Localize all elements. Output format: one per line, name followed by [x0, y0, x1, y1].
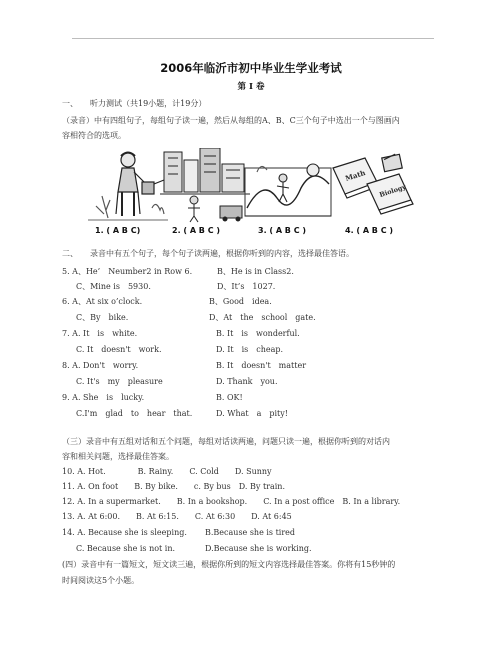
section2-heading: 二、 录音中有五个句子，每个句子读两遍，根据你听到的内容，选择最佳答语。: [62, 249, 354, 258]
picture-2-caption: 2. ( A B C ): [172, 226, 221, 235]
q9-option-a: 9. A. She is lucky.: [62, 393, 145, 402]
q9-option-b: B. OK!: [216, 393, 243, 402]
q7-option-b: B. It is wonderful.: [216, 329, 300, 338]
q6-option-c: C、By bike.: [76, 313, 129, 322]
biology-book-label: Biology: [378, 182, 408, 200]
q6-option-d: D、At the school gate.: [209, 313, 316, 322]
q7-option-d: D. It is cheap.: [216, 345, 284, 354]
q9-option-c: C.I'm glad to hear that.: [76, 409, 193, 418]
q14-option-c: C. Because she is not in.: [76, 544, 176, 553]
section1-heading: 一、 听力测试（共19小题，计19分）: [62, 99, 207, 108]
q6-option-b: B、Good idea.: [209, 297, 272, 306]
q5-option-d: D、It’s 1027.: [217, 282, 276, 291]
picture-4-books: [325, 148, 415, 224]
q14-option-a: 14. A. Because she is sleeping.: [62, 528, 187, 537]
header-rule: [72, 38, 434, 39]
q5-option-c: C、Mine is 5930.: [76, 282, 151, 291]
q11-options: 11. A. On foot B. By bike. c. By bus D. By train.: [62, 482, 286, 491]
q7-option-c: C. It doesn't work.: [76, 345, 162, 354]
exam-title: 2006年临沂市初中毕业生学业考试: [160, 61, 342, 75]
q5-option-b: B、He is in Class2.: [217, 267, 294, 276]
q14-option-b: B.Because she is tired: [205, 528, 296, 537]
q6-option-a: 6. A、At six o’clock.: [62, 297, 143, 306]
picture-1-caption: 1. ( A B C): [95, 226, 141, 235]
q9-option-d: D. What a pity!: [216, 409, 288, 418]
q7-option-a: 7. A. It is white.: [62, 329, 138, 338]
q8-option-d: D. Thank you.: [216, 377, 278, 386]
section1-instruction-line2: 容相符合的选项。: [62, 131, 126, 140]
q14-option-d: D.Because she is working.: [205, 544, 312, 553]
q8-option-b: B. It doesn't matter: [216, 361, 307, 370]
q13-options: 13. A. At 6:00. B. At 6:15. C. At 6:30 D. At 6:45: [62, 512, 292, 521]
section4-instruction-line1: (四）录音中有一篇短文，短文读三遍，根据你所到的短文内容选择最佳答案。你将有15秒钟的: [62, 560, 396, 569]
math-book-label: Math: [344, 168, 367, 183]
q10-options: 10. A. Hot. B. Rainy. C. Cold D. Sunny: [62, 467, 272, 476]
paper-part-heading: 第 I 卷: [237, 82, 265, 92]
section1-instruction-line1: （录音）中有四组句子，每组句子读一遍，然后从每组的A、B、C三个句子中选出一个与图画内: [62, 116, 400, 125]
q12-options: 12. A. In a supermarket. B. In a bookshop. C. In a post office B. In a library.: [62, 497, 401, 506]
picture-1-boy-watering: [82, 148, 172, 224]
section3-instruction-line1: （三）录音中有五组对话和五个问题，每组对话读两遍，问题只读一遍，根据你听到的对话内: [62, 437, 390, 446]
picture-3-caption: 3. ( A B C ): [258, 226, 307, 235]
section3-instruction-line2: 容和相关问题，选择最佳答案。: [62, 452, 174, 461]
section4-instruction-line2: 时间阅读这5个小题。: [62, 576, 140, 585]
q5-option-a: 5. A、He’ Neumber2 in Row 6.: [62, 267, 193, 276]
q8-option-a: 8. A. Don't worry.: [62, 361, 139, 370]
picture-3-outdoor-scene: [243, 148, 333, 224]
q8-option-c: C. It's my pleasure: [76, 377, 163, 386]
picture-4-caption: 4. ( A B C ): [345, 226, 394, 235]
picture-2-city-scene: [160, 148, 250, 224]
